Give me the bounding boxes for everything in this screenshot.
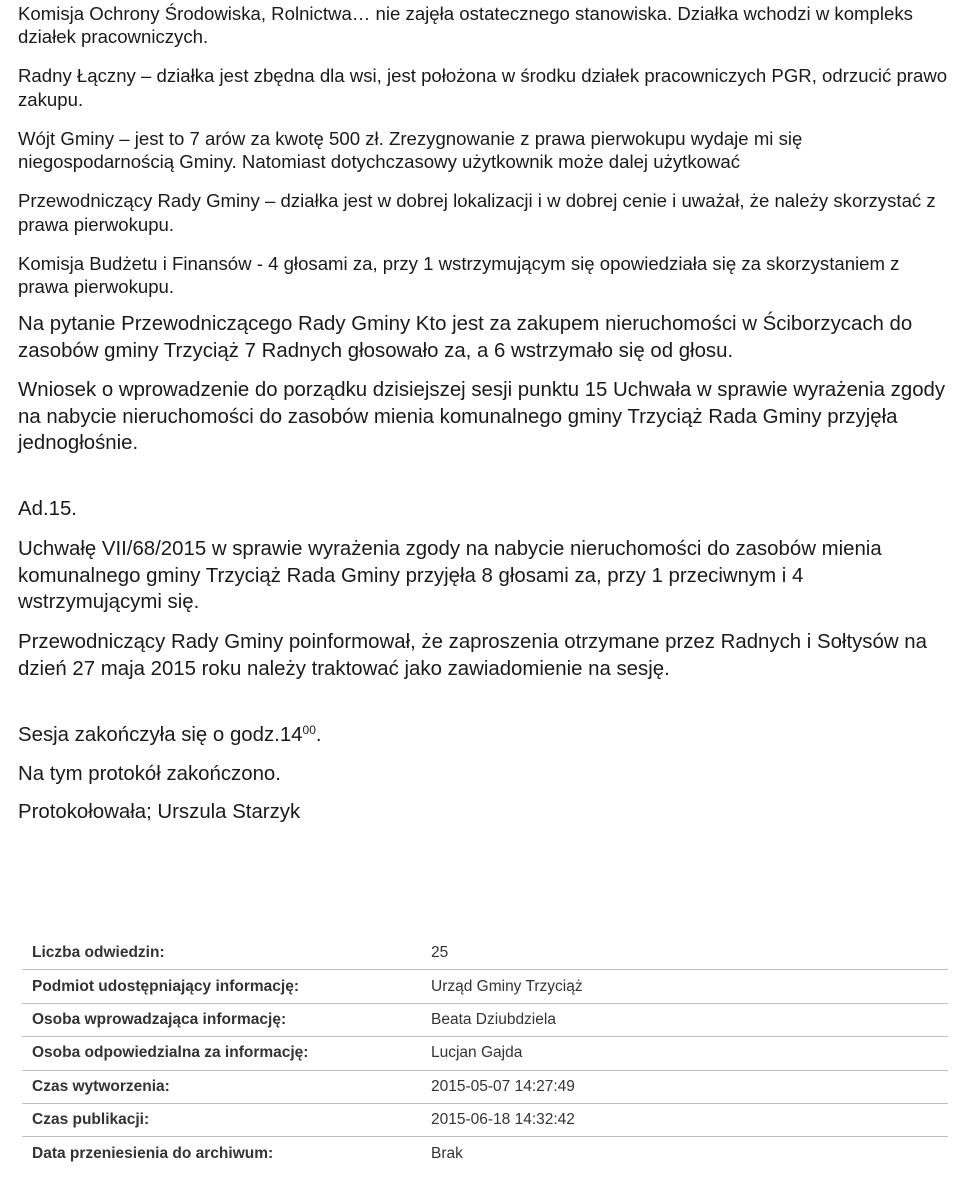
session-end-text: Sesja zakończyła się o godz.14 — [18, 724, 303, 747]
paragraph-councillor-laczny: Radny Łączny – działka jest zbędna dla wsi, jest położona w środku działek pracowniczych PGR, odrzucić prawo zakupu. — [18, 65, 948, 110]
session-end-minutes: 00 — [302, 723, 316, 738]
paragraph-vote-purchase: Na pytanie Przewodniczącego Rady Gminy Kto jest za zakupem nieruchomości w Ściborzycach do zasobów gminy Trzyciąż 7 Radnych głosowało za, a 6 wstrzymało się od głosu. — [18, 313, 913, 362]
publisher-label: Podmiot udostępniający informację: — [22, 970, 421, 1003]
published-label: Czas publikacji: — [22, 1103, 421, 1136]
session-end — [18, 722, 948, 749]
metadata-row-archived — [22, 1137, 948, 1170]
closing-line: Na tym protokół zakończono. — [18, 762, 281, 785]
metadata-row-publisher — [22, 970, 948, 1003]
responsible-label: Osoba odpowiedzialna za informację: — [22, 1037, 421, 1070]
paragraph-commission-environment: Komisja Ochrony Środowiska, Rolnictwa… nie zajęła ostatecznego stanowiska. Działka wchodzi w kompleks działek pracowniczych. — [18, 3, 913, 48]
signature-line: Protokołowała; Urszula Starzyk — [18, 801, 301, 824]
created-label: Czas wytworzenia: — [22, 1070, 421, 1103]
paragraph-budget-commission: Komisja Budżetu i Finansów - 4 głosami za, przy 1 wstrzymującym się opowiedziała się za skorzystaniem z prawa pierwokupu. — [18, 252, 900, 298]
archived-label: Data przeniesienia do archiwum: — [32, 1144, 274, 1162]
agenda-item-heading: Ad.15. — [18, 497, 77, 520]
session-end-period: . — [315, 724, 322, 747]
responsible-value: Lucjan Gajda — [421, 1037, 948, 1070]
paragraph-wojt: Wójt Gminy – jest to 7 arów za kwotę 500 zł. Zrezygnowanie z prawa pierwokupu wydaje mi się niegospodarnością Gminy. Natomiast dotychczasowy użytkownik może dalej użytkować — [18, 127, 803, 173]
visits-value: 25 — [421, 937, 948, 970]
created-value: 2015-05-07 14:27:49 — [421, 1070, 948, 1103]
paragraph-resolution: Uchwałę VII/68/2015 w sprawie wyrażenia zgody na nabycie nieruchomości do zasobów mienia komunalnego gminy Trzyciąż Rada Gminy przyjęła 8 głosami za, przy 1 przeciwnym i 4 wstrzymującymi się. — [18, 538, 882, 614]
metadata-row-entered-by — [22, 1003, 948, 1036]
metadata-row-created — [22, 1070, 948, 1103]
metadata-table — [22, 937, 948, 1170]
metadata-row-visits — [22, 937, 948, 970]
entered-by-label: Osoba wprowadzająca informację: — [22, 1003, 421, 1036]
published-value: 2015-06-18 14:32:42 — [421, 1103, 948, 1136]
metadata-row-responsible — [22, 1037, 948, 1070]
document-body — [18, 0, 948, 826]
entered-by-value: Beata Dziubdziela — [421, 1003, 948, 1036]
visits-label: Liczba odwiedzin: — [22, 937, 421, 970]
archived-value: Brak — [431, 1144, 463, 1162]
metadata-row-published — [22, 1103, 948, 1136]
paragraph-invitations: Przewodniczący Rady Gminy poinformował, że zaproszenia otrzymane przez Radnych i Sołtysów na dzień 27 maja 2015 roku należy traktować jako zawiadomienie na sesję. — [18, 630, 927, 680]
publisher-value: Urząd Gminy Trzyciąż — [421, 970, 948, 1003]
paragraph-chairman-opinion: Przewodniczący Rady Gminy – działka jest w dobrej lokalizacji i w dobrej cenie i uważał, że należy skorzystać z prawa pierwokupu. — [18, 190, 936, 235]
paragraph-agenda-motion: Wniosek o wprowadzenie do porządku dzisiejszej sesji punktu 15 Uchwała w sprawie wyrażenia zgody na nabycie nieruchomości do zasobów mienia komunalnego gminy Trzyciąż Rada Gminy przyjęła jednogłośnie. — [18, 379, 946, 455]
